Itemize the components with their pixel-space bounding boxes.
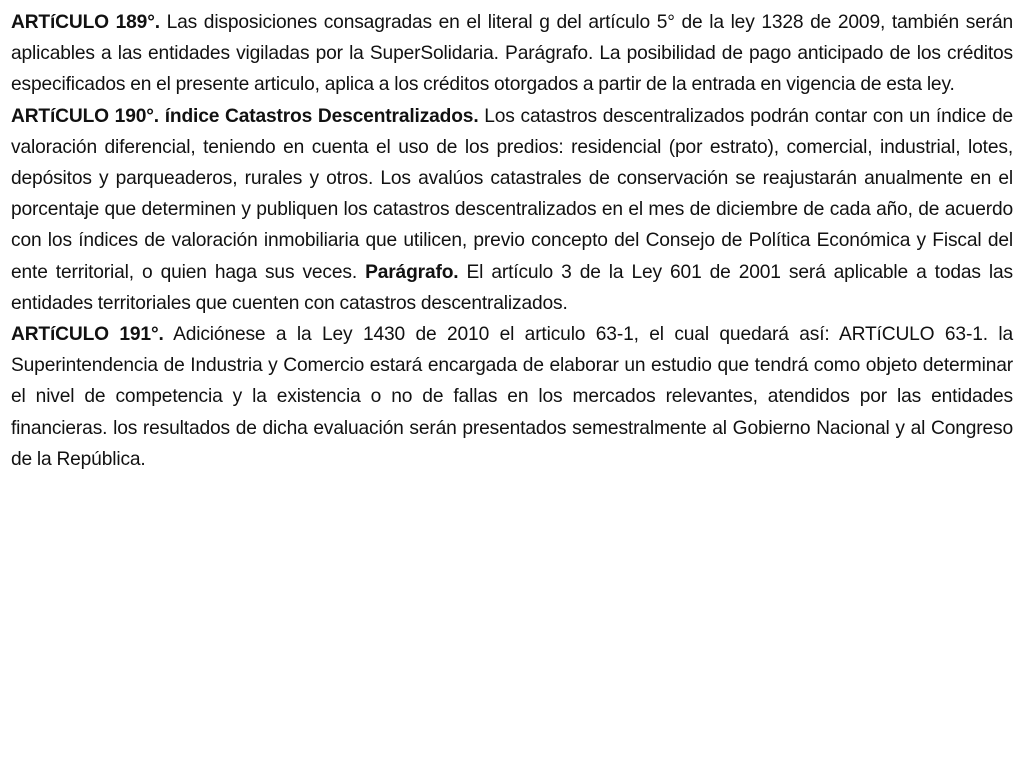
- article-190-heading: ARTíCULO 190°. índice Catastros Descentralizados.: [11, 105, 479, 127]
- article-189-body: Las disposiciones consagradas en el literal g del artículo 5° de la ley 1328 de 2009, también serán aplicables a las entidades vigiladas por la SuperSolidaria. Parágrafo. La posibilidad de pago anticipado de los créditos especificados en el presente articulo, aplica a los créditos otorgados a partir de la entrada en vigencia de esta ley.: [11, 12, 1014, 96]
- article-191-heading: ARTíCULO 191°.: [11, 324, 164, 346]
- article-190-body: Los catastros descentralizados podrán contar con un índice de valoración diferencial, teniendo en cuenta el uso de los predios: residencial (por estrato), comercial, industrial, lotes, depósitos y parqueaderos, rurales y otros. Los avalúos catastrales de conservación se reajustarán anualmente en el porcentaje que determinen y publiquen los catastros descentralizados en el mes de diciembre de cada año, de acuerdo con los índices de valoración inmobiliaria que utilicen, previo concepto del Consejo de Política Económica y Fiscal del ente territorial, o quien haga sus veces.: [11, 105, 1013, 283]
- article-189: [11, 7, 1013, 101]
- article-189-heading: ARTíCULO 189°.: [11, 12, 160, 33]
- article-191: [11, 319, 1013, 475]
- article-190-paragrafo-label: Parágrafo.: [365, 261, 459, 283]
- article-190-paragrafo-body: El artículo 3 de la Ley 601 de 2001 será aplicable a todas las entidades territoriales que cuenten con catastros descentralizados.: [11, 261, 1014, 314]
- slide-text-content: [11, 7, 1013, 475]
- article-190: [11, 101, 1013, 319]
- article-191-body: Adiciónese a la Ley 1430 de 2010 el articulo 63-1, el cual quedará así: ARTíCULO 63-1. la Superintendencia de Industria y Comercio estará encargada de elaborar un estudio que tendrá como objeto determinar el nivel de competencia y la existencia o no de fallas en los mercados relevantes, atendidos por las entidades financieras. los resultados de dicha evaluación serán presentados semestralmente al Gobierno Nacional y al Congreso de la República.: [11, 324, 1013, 470]
